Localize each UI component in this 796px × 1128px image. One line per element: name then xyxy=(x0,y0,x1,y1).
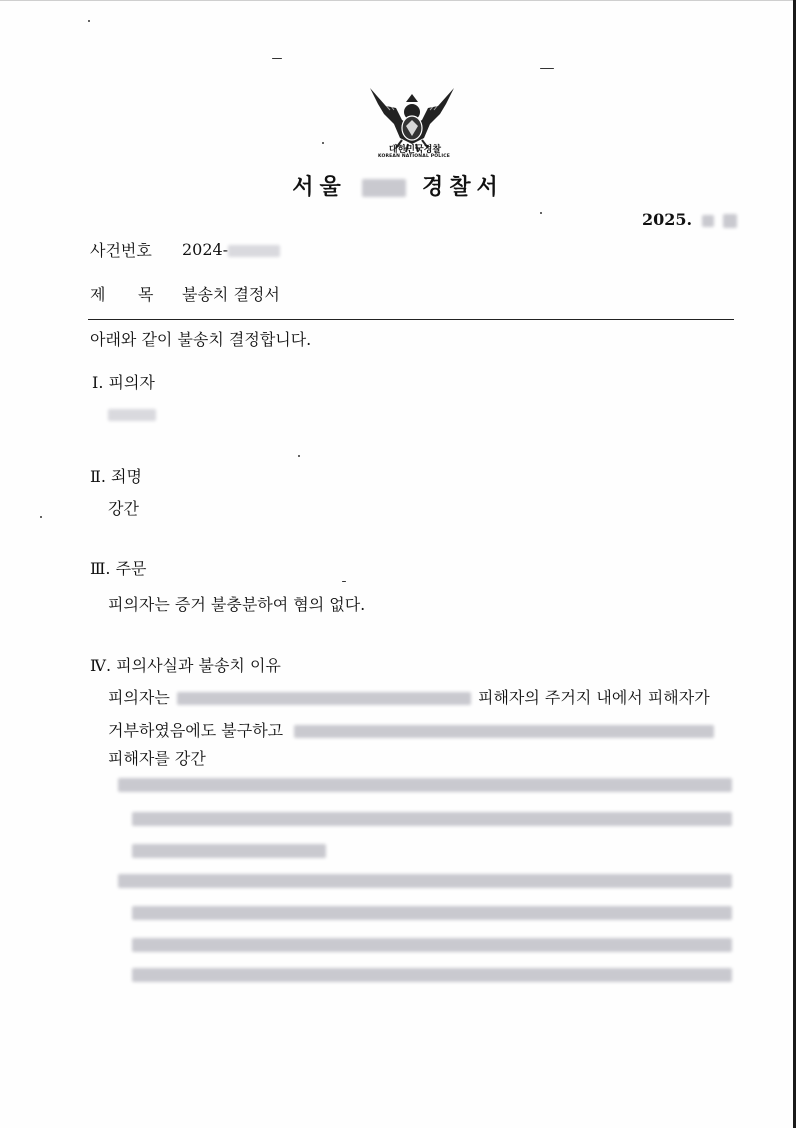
disposition-value: 피의자는 증거 불충분하여 혐의 없다. xyxy=(108,595,366,614)
facts-line-2-start: 거부하였음에도 불구하고 xyxy=(108,721,284,740)
redacted-paragraph-line xyxy=(132,844,326,858)
date-year: 2025. xyxy=(642,210,693,229)
title-prefix: 서울 xyxy=(292,174,347,200)
scan-speck xyxy=(342,581,346,582)
section-charge-heading: Ⅱ. 죄명 xyxy=(90,467,142,486)
scan-speck xyxy=(88,20,90,22)
redaction-block xyxy=(108,409,156,421)
redacted-paragraph-line xyxy=(118,874,732,888)
section-facts-heading: Ⅳ. 피의사실과 불송치 이유 xyxy=(90,656,281,675)
facts-line-1 xyxy=(108,685,710,708)
redacted-paragraph-line xyxy=(132,812,732,826)
section-disposition-heading: Ⅲ. 주문 xyxy=(90,559,147,578)
redacted-district xyxy=(362,179,406,197)
facts-line-1-start: 피의자는 xyxy=(108,688,170,707)
redacted-facts-date-place xyxy=(177,692,471,705)
redacted-facts-details xyxy=(294,725,714,738)
case-number-label: 사건번호 xyxy=(90,241,152,260)
scan-speck xyxy=(272,58,282,59)
page-title xyxy=(0,170,796,201)
subject-value: 불송치 결정서 xyxy=(182,285,280,304)
emblem-caption: 대한민국경찰 xyxy=(388,145,442,155)
redacted-day xyxy=(723,214,737,228)
document-date xyxy=(642,210,737,229)
facts-line-1-end: 피해자의 주거지 내에서 피해자가 xyxy=(478,688,710,707)
facts-line-3: 피해자를 강간 xyxy=(108,749,206,768)
intro-text: 아래와 같이 불송치 결정합니다. xyxy=(90,330,312,349)
redacted-paragraph-line xyxy=(118,778,732,792)
section-suspect-heading: Ⅰ. 피의자 xyxy=(92,373,155,392)
scan-speck xyxy=(322,142,324,144)
case-number xyxy=(182,240,280,259)
scan-speck xyxy=(540,212,542,214)
redacted-paragraph-line xyxy=(132,968,732,982)
redacted-month xyxy=(702,215,714,227)
redacted-paragraph-line xyxy=(132,906,732,920)
scan-speck xyxy=(540,68,554,69)
title-suffix: 경찰서 xyxy=(422,174,504,200)
case-number-prefix: 2024- xyxy=(182,240,229,259)
subject-label-1: 제 xyxy=(90,285,106,304)
redacted-paragraph-line xyxy=(132,938,732,952)
charge-value: 강간 xyxy=(108,499,139,518)
scan-speck xyxy=(298,455,300,457)
subject-label-2: 목 xyxy=(138,285,154,304)
redacted-suspect-name xyxy=(108,404,156,423)
redacted-case-number xyxy=(228,245,280,257)
scan-speck xyxy=(40,516,42,518)
divider xyxy=(88,319,734,320)
facts-line-2 xyxy=(108,718,714,741)
scan-edge-top xyxy=(0,0,796,1)
emblem-subcaption: KOREAN NATIONAL POLICE xyxy=(377,154,451,159)
